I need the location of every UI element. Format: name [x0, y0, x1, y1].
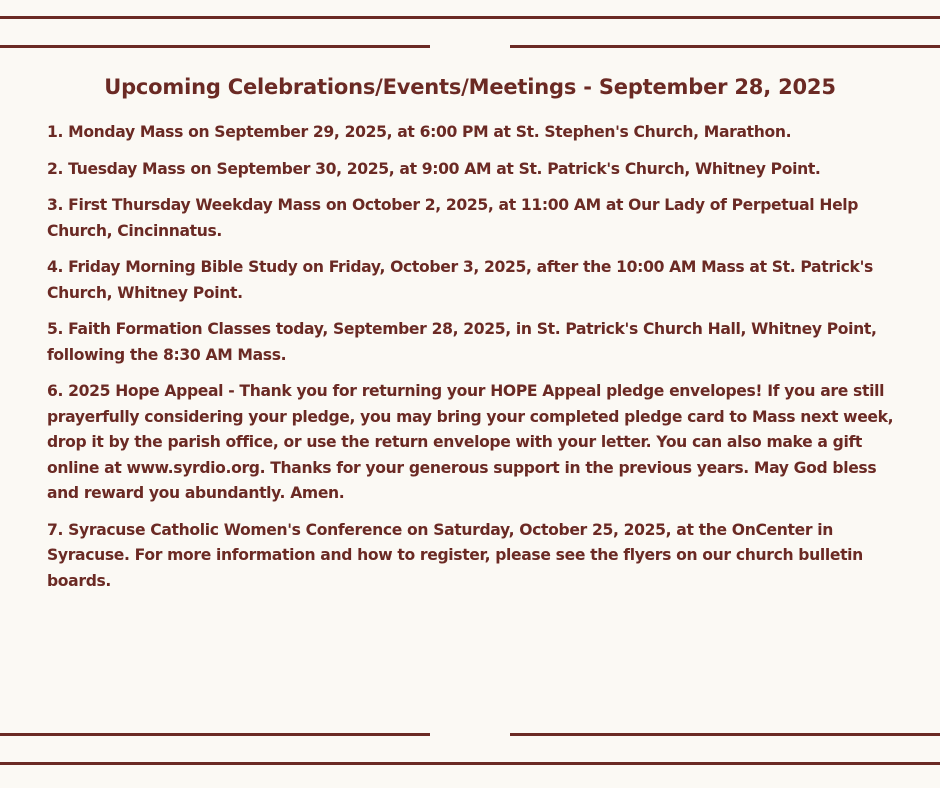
bottom-border-left [0, 733, 430, 736]
top-border-full [0, 16, 940, 19]
event-item-5: 5. Faith Formation Classes today, September 28, 2025, in St. Patrick's Church Hall, Whitney Point, following the 8:30 AM Mass. [47, 320, 877, 364]
bottom-border-right [510, 733, 940, 736]
bottom-border-full [0, 762, 940, 765]
event-item-1: 1. Monday Mass on September 29, 2025, at 6:00 PM at St. Stephen's Church, Marathon. [47, 123, 792, 141]
event-item-4: 4. Friday Morning Bible Study on Friday, October 3, 2025, after the 10:00 AM Mass at St. Patrick's Church, Whitney Point. [47, 258, 873, 302]
page-title: Upcoming Celebrations/Events/Meetings - September 28, 2025 [104, 75, 836, 99]
event-item-3: 3. First Thursday Weekday Mass on October 2, 2025, at 11:00 AM at Our Lady of Perpetual Help Church, Cincinnatus. [47, 196, 859, 240]
events-list [47, 120, 902, 605]
event-item-2: 2. Tuesday Mass on September 30, 2025, at 9:00 AM at St. Patrick's Church, Whitney Point. [47, 159, 821, 178]
top-border-right [510, 45, 940, 48]
top-border-left [0, 45, 430, 48]
event-item-6: 6. 2025 Hope Appeal - Thank you for returning your HOPE Appeal pledge envelopes! If you are still prayerfully considering your pledge, you may bring your completed pledge card to Mass next week, drop it by the parish office, or use the return envelope with your letter. You can also make a gift online at www.syrdio.org. Thanks for your generous support in the previous years. May God bless and reward you abundantly. Amen. [47, 382, 894, 502]
event-item-7: 7. Syracuse Catholic Women's Conference on Saturday, October 25, 2025, at the OnCenter in Syracuse. For more information and how to register, please see the flyers on our church bulletin boards. [47, 520, 863, 590]
